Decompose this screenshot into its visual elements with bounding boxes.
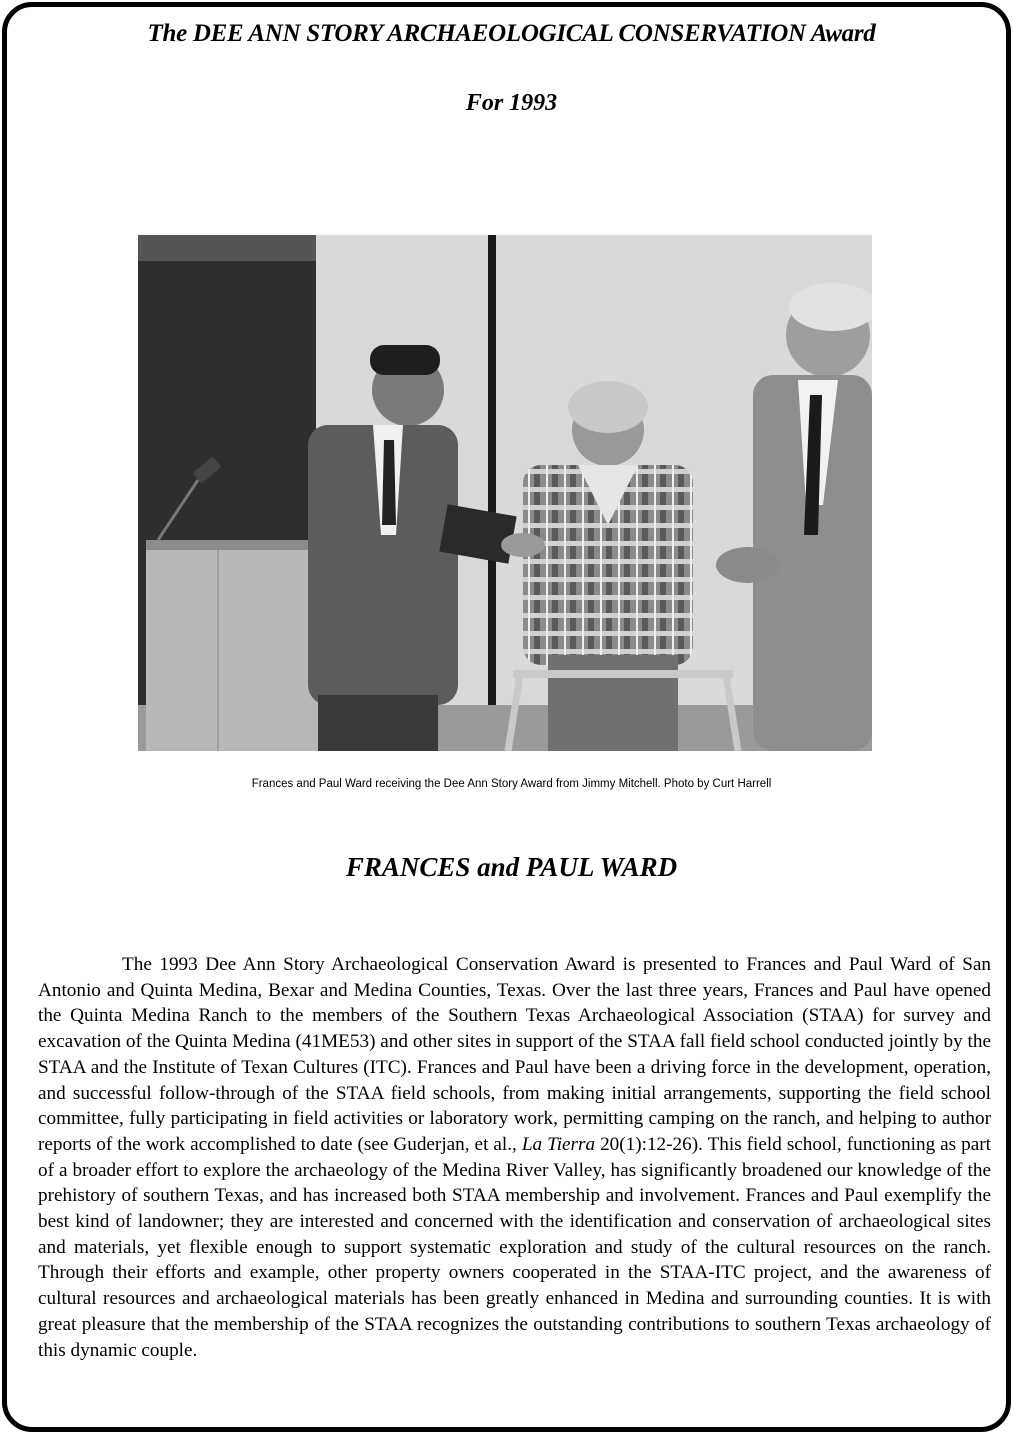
journal-citation: La Tierra bbox=[521, 1133, 596, 1155]
photo-caption: Frances and Paul Ward receiving the Dee Ann Story Award from Jimmy Mitchell. Photo by Curt Harrell bbox=[251, 778, 772, 790]
award-description bbox=[38, 952, 991, 1363]
award-title: The DEE ANN STORY ARCHAEOLOGICAL CONSERVATION Award bbox=[147, 20, 876, 47]
award-photo bbox=[138, 235, 872, 751]
recipients-heading: FRANCES and PAUL WARD bbox=[345, 852, 678, 882]
description-part-1: The 1993 Dee Ann Story Archaeological Conservation Award is presented to Frances and Paul Ward of San Antonio and Quinta Medina, Bexar and Medina Counties, Texas. Over the last three years, Frances and Paul have opened the Quinta Medina Ranch to the members of the Southern Texas Archaeological Association (STAA) for survey and excavation of the Quinta Medina (41ME53) and other sites in support of the STAA fall field school conducted jointly by the STAA and the Institute of Texan Cultures (ITC). Frances and Paul have been a driving force in the development, operation, and successful follow-through of the STAA field schools, from making initial arrangements, supporting the field school committee, fully participating in field activities or laboratory work, permitting camping on the ranch, and helping to author reports of the work accomplished to date (see Guderjan, et al., bbox=[38, 954, 991, 1155]
description-part-2: 20(1):12-26). This field school, functioning as part of a broader effort to explore the archaeology of the Medina River Valley, has significantly broadened our knowledge of the prehistory of southern Texas, and has increased both STAA membership and involvement. Frances and Paul exemplify the best kind of landowner; they are interested and concerned with the identification and conservation of archaeological sites and materials, yet flexible enough to support systematic exploration and study of the cultural resources on the ranch. Through their efforts and example, other property owners cooperated in the STAA-ITC project, and the awareness of cultural resources and archaeological materials has been greatly enhanced in Medina and surrounding counties. It is with great pleasure that the membership of the STAA recognizes the outstanding contributions to southern Texas archaeology of this dynamic couple. bbox=[38, 1133, 991, 1361]
award-year: For 1993 bbox=[465, 90, 558, 116]
